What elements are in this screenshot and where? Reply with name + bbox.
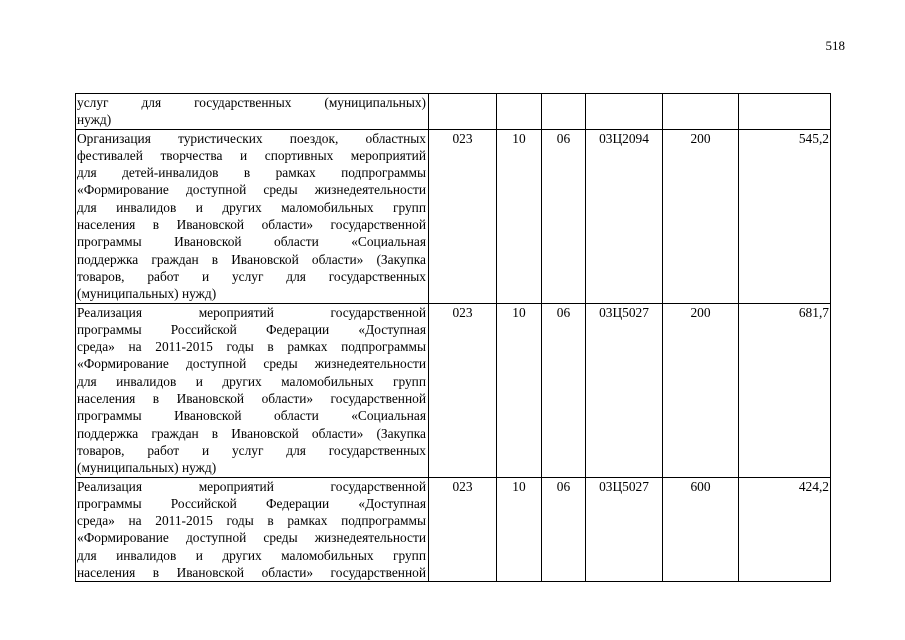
- table-row: [76, 129, 831, 303]
- ministry-code-cell: 023: [429, 129, 497, 303]
- target-article-cell: 03Ц2094: [586, 129, 663, 303]
- ministry-code-cell: 023: [429, 303, 497, 477]
- ministry-code-cell: 023: [429, 477, 497, 582]
- target-article-cell: [586, 94, 663, 130]
- description-line: «Формирование доступной среды жизнедеятельности: [77, 182, 426, 198]
- section-code-cell: 10: [497, 303, 542, 477]
- description-line: населения в Ивановской области» государственной: [77, 217, 426, 233]
- table-row: [76, 477, 831, 582]
- description-line: для инвалидов и других маломобильных групп: [77, 199, 426, 215]
- description-line: программы Российской Федерации «Доступная: [77, 495, 426, 511]
- table-row: [76, 303, 831, 477]
- page-number: 518: [825, 38, 845, 53]
- description-line: Реализация мероприятий государственной: [77, 478, 426, 494]
- amount-cell: 545,2: [739, 129, 831, 303]
- description-line: программы Российской Федерации «Доступная: [77, 321, 426, 337]
- expense-type-cell: 600: [663, 477, 739, 582]
- section-code-cell: [497, 94, 542, 130]
- table-row: [76, 94, 831, 130]
- description-line: нужд): [77, 112, 112, 128]
- description-line: «Формирование доступной среды жизнедеятельности: [77, 356, 426, 372]
- description-line: для инвалидов и других маломобильных групп: [77, 373, 426, 389]
- expense-type-cell: 200: [663, 303, 739, 477]
- description-line: (муниципальных) нужд): [77, 286, 217, 302]
- description-line: среда» на 2011-2015 годы в рамках подпрограммы: [77, 513, 426, 529]
- subsection-code-cell: 06: [542, 303, 586, 477]
- amount-cell: 681,7: [739, 303, 831, 477]
- description-line: услуг для государственных (муниципальных): [77, 95, 426, 110]
- amount-cell: 424,2: [739, 477, 831, 582]
- description-cell: [76, 303, 429, 477]
- ministry-code-cell: [429, 94, 497, 130]
- target-article-cell: 03Ц5027: [586, 303, 663, 477]
- description-line: среда» на 2011-2015 годы в рамках подпрограммы: [77, 339, 426, 355]
- description-line: (муниципальных) нужд): [77, 460, 217, 476]
- description-line: населения в Ивановской области» государственной: [77, 391, 426, 407]
- description-line: программы Ивановской области «Социальная: [77, 408, 426, 424]
- description-line: программы Ивановской области «Социальная: [77, 234, 426, 250]
- subsection-code-cell: 06: [542, 129, 586, 303]
- budget-table-body: [76, 94, 831, 582]
- description-line: Организация туристических поездок, областных: [77, 130, 426, 146]
- description-line: Реализация мероприятий государственной: [77, 304, 426, 320]
- expense-type-cell: [663, 94, 739, 130]
- description-line: населения в Ивановской области» государственной: [77, 565, 426, 581]
- section-code-cell: 10: [497, 129, 542, 303]
- amount-cell: [739, 94, 831, 130]
- description-cell: [76, 477, 429, 582]
- subsection-code-cell: 06: [542, 477, 586, 582]
- description-line: фестивалей творчества и спортивных мероприятий: [77, 147, 426, 163]
- section-code-cell: 10: [497, 477, 542, 582]
- target-article-cell: 03Ц5027: [586, 477, 663, 582]
- description-line: поддержка граждан в Ивановской области» (Закупка: [77, 251, 426, 267]
- description-line: товаров, работ и услуг для государственных: [77, 268, 426, 284]
- budget-table: [75, 93, 831, 582]
- subsection-code-cell: [542, 94, 586, 130]
- description-line: поддержка граждан в Ивановской области» (Закупка: [77, 425, 426, 441]
- description-line: для инвалидов и других маломобильных групп: [77, 547, 426, 563]
- description-cell: [76, 129, 429, 303]
- description-line: «Формирование доступной среды жизнедеятельности: [77, 530, 426, 546]
- description-line: для детей-инвалидов в рамках подпрограммы: [77, 165, 426, 181]
- expense-type-cell: 200: [663, 129, 739, 303]
- description-cell: [76, 94, 429, 130]
- description-line: товаров, работ и услуг для государственных: [77, 442, 426, 458]
